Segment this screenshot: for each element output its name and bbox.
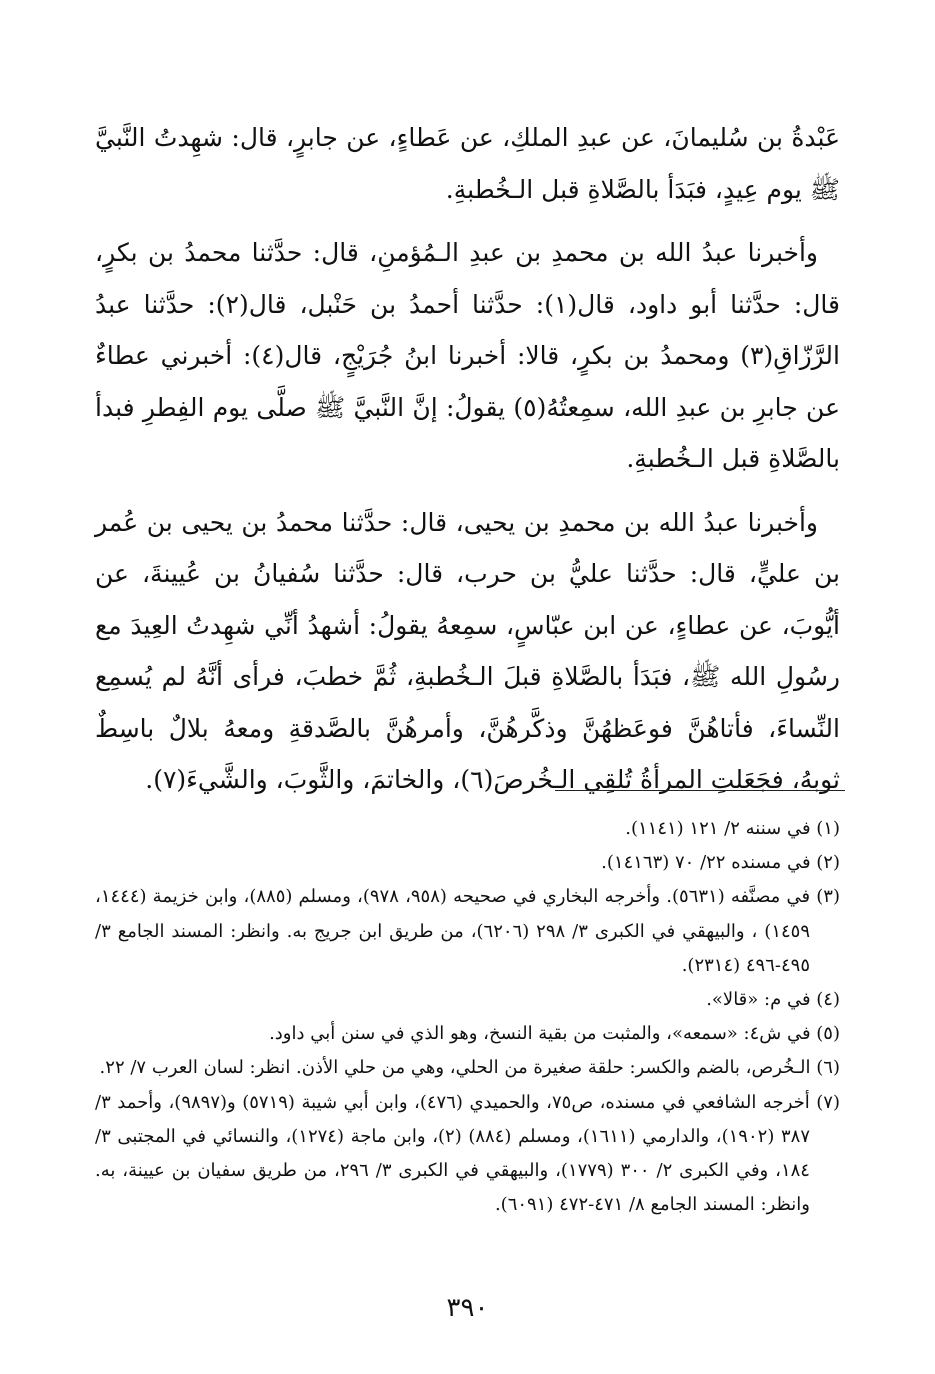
footnote: (٧) أخرجه الشافعي في مسنده، ص٧٥، والحميدي (٤٧٦)، وابن أبي شيبة (٥٧١٩) و(٩٨٩٧)، وأحمد ٣/ ٣٨٧ (١٩٠٢)، والدارمي (١٦١١)، ومسلم (٨٨٤) (٢)، وابن ماجة (١٢٧٤)، والنسائي في المجتبى ٣/ ١٨٤، وفي الكبرى ٢/ ٣٠٠ (١٧٧٩)، والبيهقي في الكبرى ٣/ ٢٩٦، من طريق سفيان بن عيينة، به. وانظر: المسند الجامع ٨/ ٤٧١-٤٧٢ (٦٠٩١). <box>95 1091 840 1216</box>
footnote: (١) في سننه ٢/ ١٢١ (١١٤١). <box>625 818 840 839</box>
footnote-separator <box>555 790 845 791</box>
paragraph: وأخبرنا عبدُ الله بن محمدِ بن عبدِ الـمُؤمنِ، قال: حدَّثنا محمدُ بن بكرٍ، قال: حدَّثنا أبو داود، قال(١): حدَّثنا أحمدُ بن حَنْبل، قال(٢): حدَّثنا عبدُ الرَّزّاقِ(٣) ومحمدُ بن بكرٍ، قالا: أخبرنا ابنُ جُرَيْجٍ، قال(٤): أخبرني عطاءٌ عن جابرِ بن عبدِ الله، سمِعتُهُ(٥) يقولُ: إنَّ النَّبيَّ ﷺ صلَّى يوم الفِطرِ فبدأ بالصَّلاةِ قبل الـخُطبةِ. <box>95 238 840 473</box>
footnotes <box>95 812 840 1222</box>
footnote: (٣) في مصنَّفه (٥٦٣١). وأخرجه البخاري في صحيحه (٩٥٨، ٩٧٨)، ومسلم (٨٨٥)، وابن خزيمة (١٤٤٤، ١٤٥٩) ، والبيهقي في الكبرى ٣/ ٢٩٨ (٦٢٠٦)، من طريق ابن جريج به. وانظر: المسند الجامع ٣/ ٤٩٥-٤٩٦ (٢٣١٤). <box>95 886 840 976</box>
paragraph: عَبْدةُ بن سُليمانَ، عن عبدِ الملكِ، عن عَطاءٍ، عن جابرٍ، قال: شهِدتُ النَّبيَّ ﷺ يوم عِيدٍ، فبَدَأ بالصَّلاةِ قبل الـخُطبةِ. <box>95 123 840 204</box>
footnote: (٤) في م: «قالا». <box>706 989 840 1011</box>
paragraph: وأخبرنا عبدُ الله بن محمدِ بن يحيى، قال: حدَّثنا محمدُ بن يحيى بن عُمر بن عليٍّ، قال: حدَّثنا عليُّ بن حرب، قال: حدَّثنا سُفيانُ بن عُيينةَ، عن أيُّوبَ، عن عطاءٍ، عن ابن عبّاسٍ، سمِعهُ يقولُ: أشهدُ أنِّي شهِدتُ العِيدَ مع رسُولِ الله ﷺ، فبَدَأ بالصَّلاةِ قبلَ الـخُطبةِ، ثُمَّ خطبَ، فرأى أنَّهُ لم يُسمِع النِّساءَ، فأتاهُنَّ فوعَظهُنَّ وذكَّرهُنَّ، وأمرهُنَّ بالصَّدقةِ ومعهُ بلالٌ باسِطٌ ثوبهُ، فجَعَلتِ المرأةُ تُلقِي الـخُرصَ(٦)، والخاتمَ، والثَّوبَ، والشَّيءَ(٧). <box>95 507 840 794</box>
footnote: (٥) في ش٤: «سمعه»، والمثبت من بقية النسخ، وهو الذي في سنن أبي داود. <box>269 1023 840 1045</box>
page-number: ٣٩٠ <box>446 1293 489 1323</box>
footnote: (٢) في مسنده ٢٢/ ٧٠ (١٤١٦٣). <box>601 852 840 874</box>
main-text <box>95 112 840 818</box>
footnote: (٦) الـخُرص، بالضم والكسر: حلقة صغيرة من الحلي، وهي من حلي الأذن. انظر: لسان العرب ٧/ ٢٢. <box>99 1057 840 1079</box>
